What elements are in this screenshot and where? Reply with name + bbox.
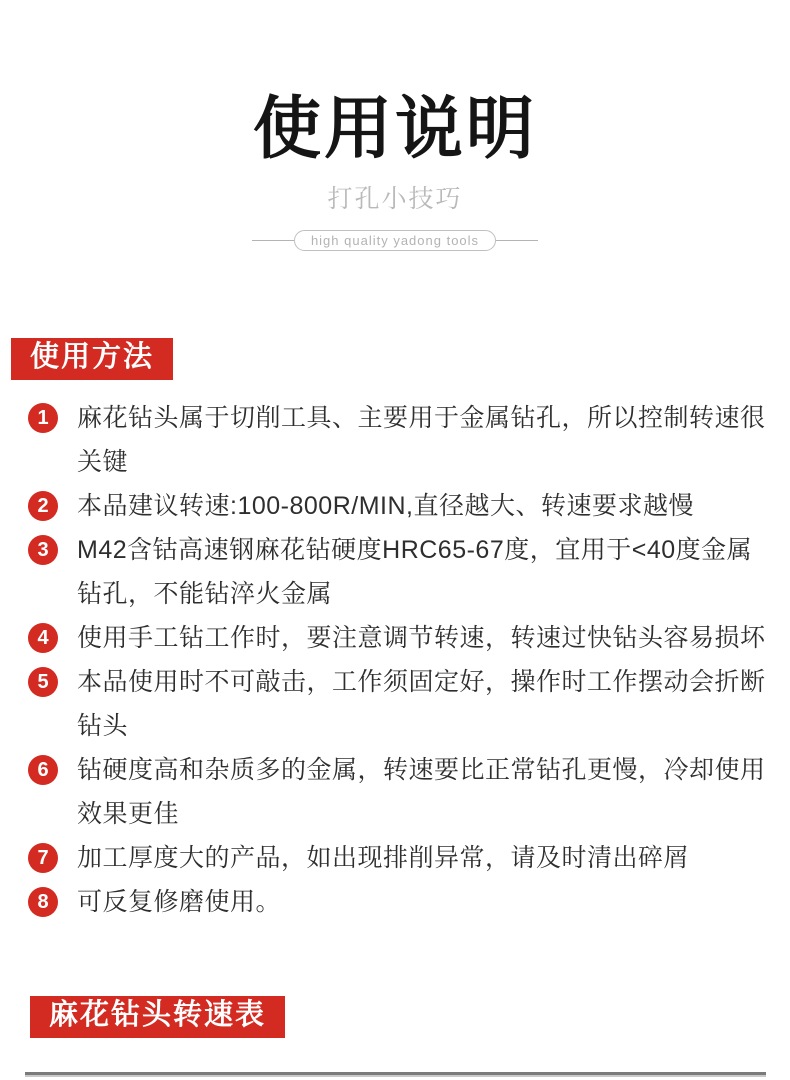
- instruction-item: [28, 396, 768, 484]
- instruction-text: 钻硬度高和杂质多的金属，转速要比正常钻孔更慢，冷却使用效果更佳: [77, 756, 766, 828]
- number-badge: 5: [28, 667, 58, 697]
- number-badge: 4: [28, 623, 58, 653]
- instruction-text: 麻花钻头属于切削工具、主要用于金属钻孔，所以控制转速很关键: [77, 404, 766, 476]
- instruction-item: [28, 880, 768, 924]
- instruction-item: [28, 748, 768, 836]
- page-title: 使用说明: [252, 91, 537, 167]
- section-label-speed-table: 麻花钻头转速表: [30, 996, 285, 1038]
- instruction-item: [28, 616, 768, 660]
- instruction-item: [28, 836, 768, 880]
- instruction-text: 本品使用时不可敲击，工作须固定好，操作时工作摆动会折断钻头: [77, 668, 766, 740]
- tagline-pill: high quality yadong tools: [294, 230, 496, 251]
- instruction-text: 使用手工钻工作时，要注意调节转速，转速过快钻头容易损坏: [77, 624, 766, 652]
- divider-line-right: [496, 240, 538, 241]
- section-label-usage: 使用方法: [11, 338, 173, 380]
- instruction-text: 本品建议转速:100-800R/MIN,直径越大、转速要求越慢: [77, 492, 694, 520]
- instruction-list: [28, 396, 768, 924]
- instruction-text: 加工厚度大的产品，如出现排削异常，请及时清出碎屑: [77, 844, 690, 872]
- instruction-text: M42含钴高速钢麻花钻硬度HRC65-67度，宜用于<40度金属钻孔，不能钻淬火金属: [77, 536, 753, 608]
- divider-line-left: [252, 240, 294, 241]
- header: [0, 0, 790, 251]
- speed-table-top-border: [25, 1072, 766, 1077]
- instruction-item: [28, 528, 768, 616]
- page-subtitle: 打孔小技巧: [327, 184, 463, 213]
- number-badge: 2: [28, 491, 58, 521]
- number-badge: 1: [28, 403, 58, 433]
- number-badge: 8: [28, 887, 58, 917]
- number-badge: 6: [28, 755, 58, 785]
- instruction-text: 可反复修磨使用。: [77, 888, 282, 916]
- instruction-item: [28, 484, 768, 528]
- instruction-item: [28, 660, 768, 748]
- number-badge: 3: [28, 535, 58, 565]
- tagline-row: [0, 230, 790, 251]
- number-badge: 7: [28, 843, 58, 873]
